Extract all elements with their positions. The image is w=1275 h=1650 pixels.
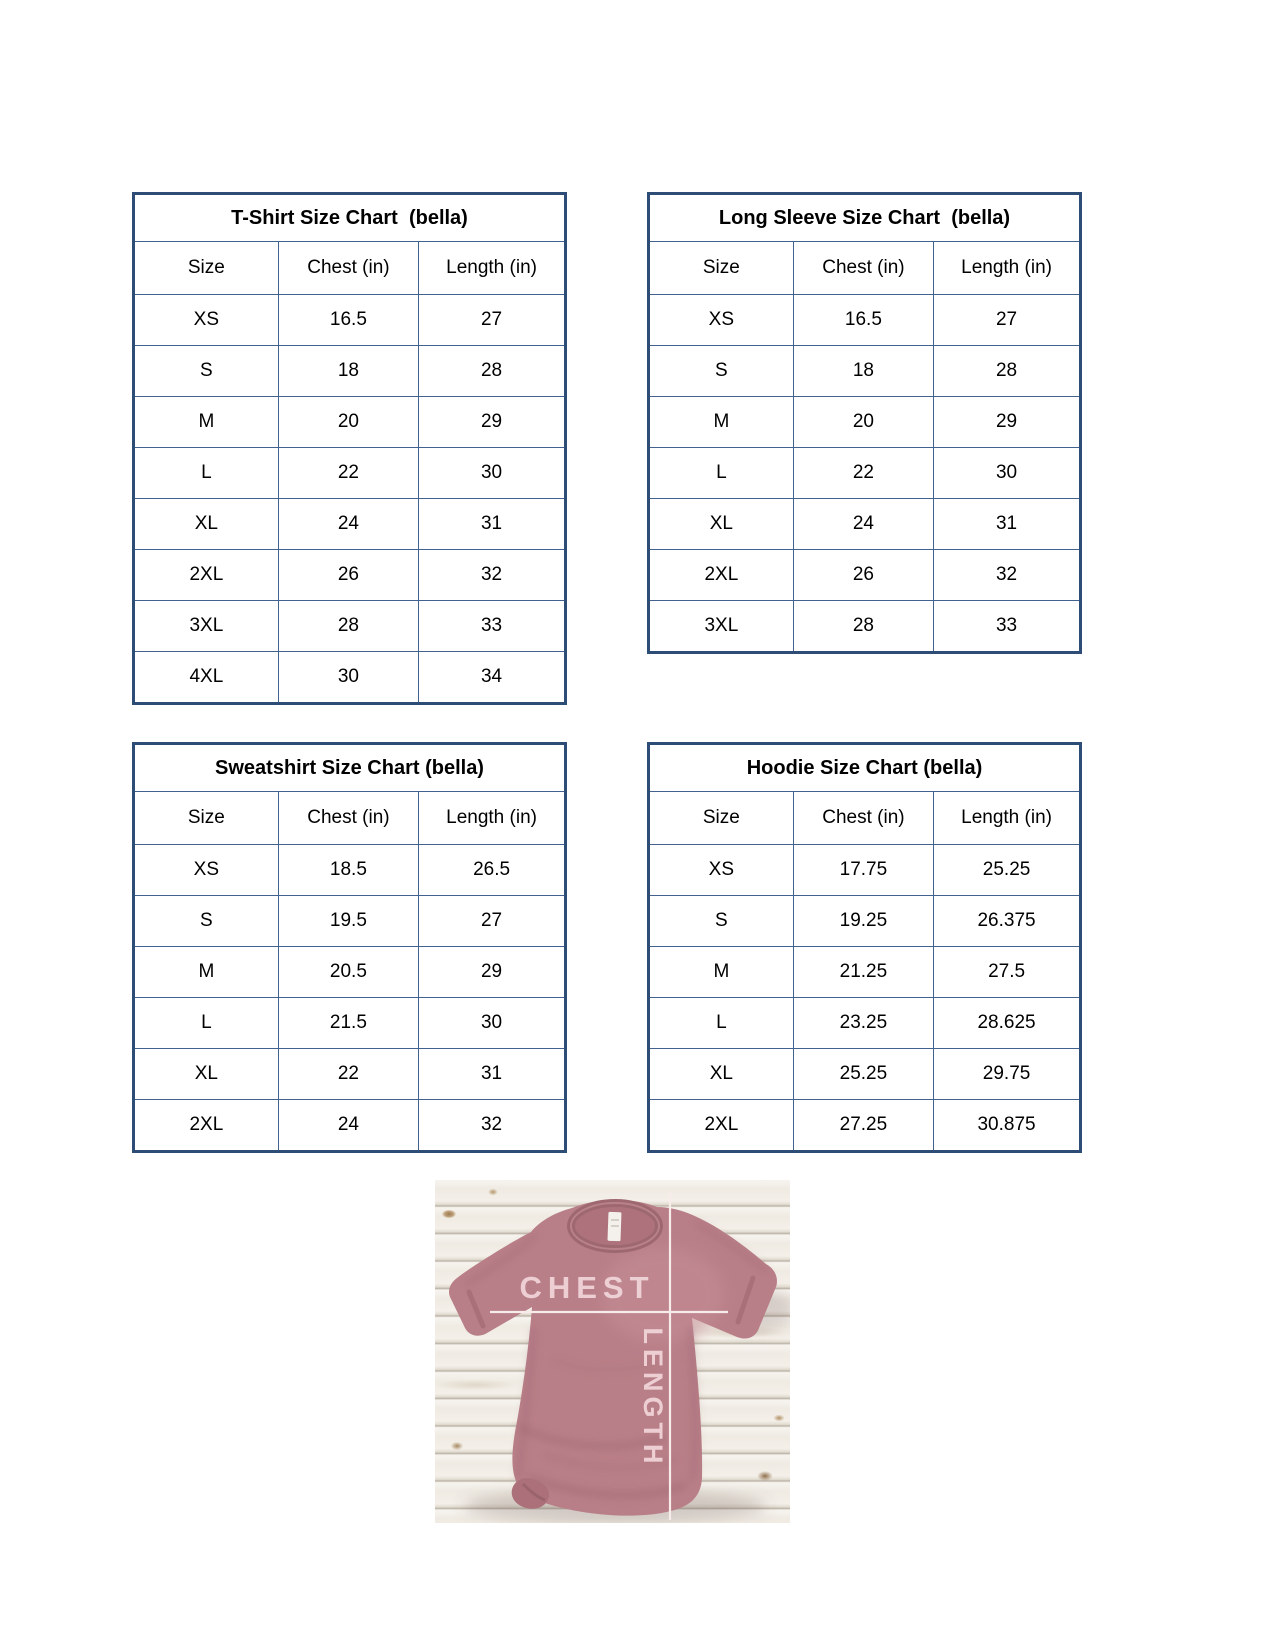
chest-cell: 17.75 (793, 845, 933, 896)
length-cell: 29 (934, 397, 1081, 448)
chest-cell: 27.25 (793, 1100, 933, 1152)
chest-cell: 20.5 (278, 947, 418, 998)
column-header: Length (in) (419, 242, 566, 295)
size-cell: M (134, 947, 279, 998)
table-row (649, 397, 1081, 448)
table-row (134, 448, 566, 499)
column-header: Chest (in) (278, 242, 418, 295)
length-cell: 31 (934, 499, 1081, 550)
table-row (649, 346, 1081, 397)
size-cell: M (134, 397, 279, 448)
size-cell: XL (134, 499, 279, 550)
length-cell: 30 (419, 448, 566, 499)
length-cell: 30 (934, 448, 1081, 499)
sweatshirt-size-chart-table (132, 742, 567, 1153)
chest-cell: 24 (793, 499, 933, 550)
size-cell: L (134, 998, 279, 1049)
table-row (134, 397, 566, 448)
size-cell: S (134, 346, 279, 397)
length-cell: 32 (934, 550, 1081, 601)
table-title: T-Shirt Size Chart (bella) (134, 194, 566, 242)
chest-cell: 30 (278, 652, 418, 704)
length-cell: 33 (419, 601, 566, 652)
length-cell: 31 (419, 499, 566, 550)
collar (571, 1203, 659, 1249)
table-row (134, 896, 566, 947)
chest-cell: 20 (278, 397, 418, 448)
length-cell: 27.5 (934, 947, 1081, 998)
chest-cell: 22 (793, 448, 933, 499)
length-cell: 28.625 (934, 998, 1081, 1049)
chest-cell: 21.25 (793, 947, 933, 998)
length-label: LENGTH (638, 1327, 668, 1469)
column-header: Size (134, 792, 279, 845)
chest-cell: 28 (278, 601, 418, 652)
size-cell: XL (134, 1049, 279, 1100)
size-cell: S (134, 896, 279, 947)
table-header-row (649, 242, 1081, 295)
chest-label: CHEST (519, 1270, 655, 1305)
table-row (649, 499, 1081, 550)
tshirt-size-chart-table (132, 192, 567, 705)
length-cell: 29.75 (934, 1049, 1081, 1100)
table-row (649, 845, 1081, 896)
table-title-row (134, 744, 566, 792)
table-row (649, 550, 1081, 601)
column-header: Chest (in) (793, 242, 933, 295)
chest-cell: 25.25 (793, 1049, 933, 1100)
table-row (134, 550, 566, 601)
table-row (649, 998, 1081, 1049)
size-cell: L (649, 998, 794, 1049)
column-header: Length (in) (934, 242, 1081, 295)
table-row (649, 896, 1081, 947)
table-row (649, 1049, 1081, 1100)
length-cell: 26.375 (934, 896, 1081, 947)
table-title-row (649, 744, 1081, 792)
table-row (134, 601, 566, 652)
table-row (649, 1100, 1081, 1152)
table-header-row (134, 242, 566, 295)
chest-cell: 16.5 (278, 295, 418, 346)
hoodie-size-chart-table (647, 742, 1082, 1153)
table-row (134, 295, 566, 346)
length-cell: 27 (934, 295, 1081, 346)
table-title-row (134, 194, 566, 242)
table-title: Hoodie Size Chart (bella) (649, 744, 1081, 792)
table-header-row (649, 792, 1081, 845)
tshirt-graphic (435, 1180, 790, 1523)
length-cell: 30 (419, 998, 566, 1049)
chest-cell: 18.5 (278, 845, 418, 896)
column-header: Size (649, 792, 794, 845)
table-row (134, 346, 566, 397)
length-cell: 32 (419, 1100, 566, 1152)
chest-cell: 26 (278, 550, 418, 601)
length-cell: 30.875 (934, 1100, 1081, 1152)
size-cell: 3XL (134, 601, 279, 652)
table-row (649, 295, 1081, 346)
size-cell: XL (649, 499, 794, 550)
length-cell: 33 (934, 601, 1081, 653)
length-cell: 25.25 (934, 845, 1081, 896)
chest-cell: 19.5 (278, 896, 418, 947)
chest-cell: 21.5 (278, 998, 418, 1049)
chest-cell: 19.25 (793, 896, 933, 947)
size-cell: 2XL (134, 550, 279, 601)
size-cell: 2XL (649, 1100, 794, 1152)
chest-cell: 28 (793, 601, 933, 653)
size-cell: XS (134, 295, 279, 346)
table-row (649, 947, 1081, 998)
size-cell: 2XL (649, 550, 794, 601)
table-row (134, 998, 566, 1049)
column-header: Length (in) (419, 792, 566, 845)
table-title: Sweatshirt Size Chart (bella) (134, 744, 566, 792)
table-row (134, 1049, 566, 1100)
chest-cell: 18 (278, 346, 418, 397)
table-row (134, 652, 566, 704)
table-row (134, 845, 566, 896)
size-cell: L (649, 448, 794, 499)
table-row (134, 499, 566, 550)
length-cell: 29 (419, 397, 566, 448)
length-cell: 27 (419, 896, 566, 947)
table-row (649, 448, 1081, 499)
size-cell: M (649, 397, 794, 448)
table-row (134, 1100, 566, 1152)
size-cell: XL (649, 1049, 794, 1100)
table-row (134, 947, 566, 998)
table-title: Long Sleeve Size Chart (bella) (649, 194, 1081, 242)
chest-cell: 24 (278, 1100, 418, 1152)
chest-cell: 24 (278, 499, 418, 550)
chest-cell: 22 (278, 1049, 418, 1100)
chest-cell: 22 (278, 448, 418, 499)
length-cell: 28 (419, 346, 566, 397)
size-cell: XS (649, 295, 794, 346)
column-header: Chest (in) (278, 792, 418, 845)
longsleeve-size-chart-table (647, 192, 1082, 654)
length-cell: 29 (419, 947, 566, 998)
chest-cell: 23.25 (793, 998, 933, 1049)
column-header: Size (649, 242, 794, 295)
table-row (649, 601, 1081, 653)
length-cell: 26.5 (419, 845, 566, 896)
column-header: Chest (in) (793, 792, 933, 845)
table-title-row (649, 194, 1081, 242)
length-cell: 27 (419, 295, 566, 346)
size-cell: 2XL (134, 1100, 279, 1152)
chest-cell: 26 (793, 550, 933, 601)
column-header: Length (in) (934, 792, 1081, 845)
size-cell: XS (649, 845, 794, 896)
size-cell: S (649, 896, 794, 947)
length-cell: 32 (419, 550, 566, 601)
length-cell: 28 (934, 346, 1081, 397)
length-cell: 34 (419, 652, 566, 704)
chest-cell: 18 (793, 346, 933, 397)
size-cell: 3XL (649, 601, 794, 653)
size-cell: 4XL (134, 652, 279, 704)
column-header: Size (134, 242, 279, 295)
size-measurement-photo (435, 1180, 790, 1523)
chest-cell: 16.5 (793, 295, 933, 346)
size-cell: L (134, 448, 279, 499)
length-cell: 31 (419, 1049, 566, 1100)
size-cell: M (649, 947, 794, 998)
table-header-row (134, 792, 566, 845)
chest-cell: 20 (793, 397, 933, 448)
size-cell: XS (134, 845, 279, 896)
size-cell: S (649, 346, 794, 397)
